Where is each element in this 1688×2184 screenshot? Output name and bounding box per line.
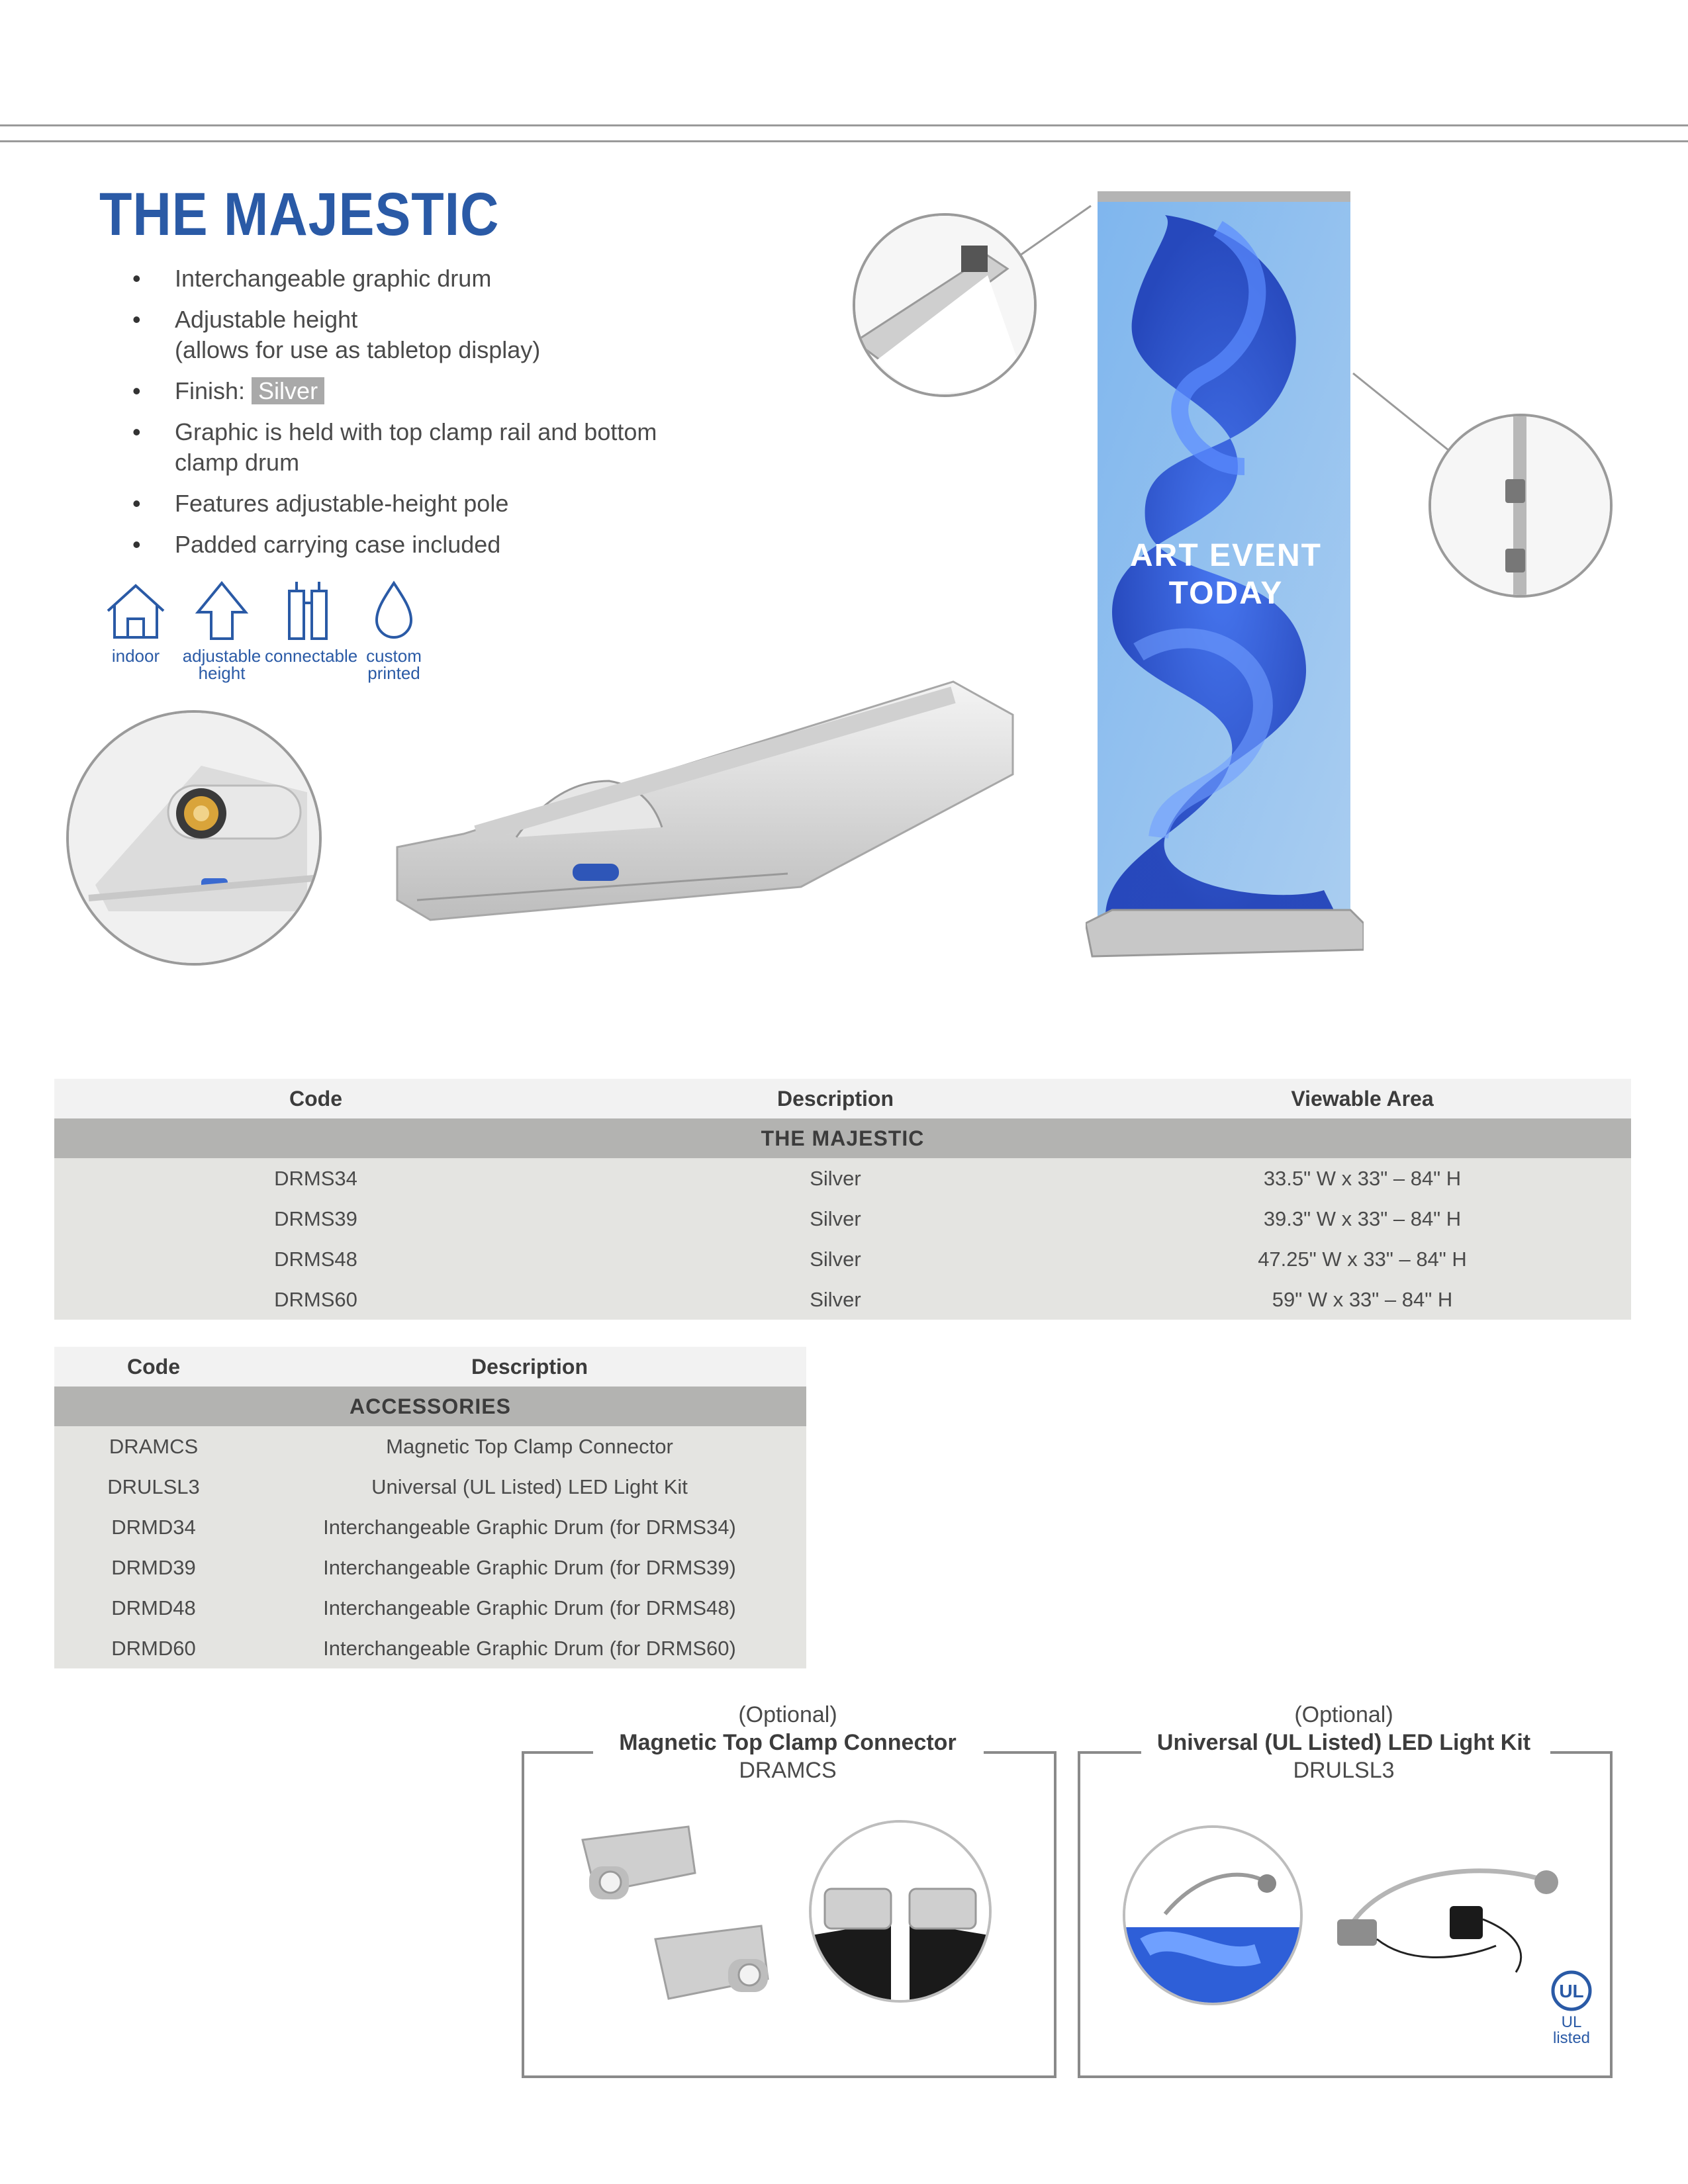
banner-text-line1: ART EVENT — [1129, 538, 1323, 573]
table-section-row — [54, 1387, 806, 1426]
product-title: THE MAJESTIC — [99, 181, 500, 248]
icon-label: custom printed — [366, 646, 422, 683]
column-header-description: Description — [253, 1347, 806, 1387]
table-row — [54, 1426, 806, 1467]
banner-stand-photo — [1086, 189, 1364, 966]
optional-code: DRULSL3 — [1293, 1758, 1395, 1783]
accessories-table — [54, 1347, 806, 1668]
table-row — [54, 1239, 1631, 1279]
table-row — [54, 1507, 806, 1547]
banner-text-line2: TODAY — [1168, 576, 1284, 611]
table-row — [54, 1467, 806, 1507]
cell-description: Interchangeable Graphic Drum (for DRMS39) — [253, 1547, 806, 1588]
table-section-row — [54, 1118, 1631, 1158]
column-header-viewable-area: Viewable Area — [1094, 1079, 1631, 1118]
cell-code: DRMD34 — [54, 1507, 253, 1547]
cell-code: DRMD48 — [54, 1588, 253, 1628]
column-header-code: Code — [54, 1347, 253, 1387]
icon-label: indoor — [111, 646, 160, 666]
table-row — [54, 1279, 1631, 1320]
optional-name: Magnetic Top Clamp Connector — [619, 1730, 957, 1755]
droplet-icon — [361, 579, 427, 642]
base-photo — [391, 668, 1019, 933]
feature-list — [132, 263, 728, 570]
icon-label: adjustable height — [182, 646, 261, 683]
house-icon — [103, 579, 169, 642]
optional-label: (Optional) — [738, 1702, 837, 1727]
cell-description: Interchangeable Graphic Drum (for DRMS60) — [253, 1628, 806, 1668]
feature-item: • Finish: Silver — [132, 376, 728, 406]
leader-line — [1019, 202, 1092, 261]
table-row — [54, 1628, 806, 1668]
feature-icons — [93, 579, 437, 685]
ul-listed-label: UL listed — [1552, 2013, 1591, 2047]
icon-indoor — [93, 579, 179, 664]
cell-description: Silver — [577, 1239, 1094, 1279]
table-row — [54, 1547, 806, 1588]
cell-description: Silver — [577, 1199, 1094, 1239]
feature-item: • Adjustable height (allows for use as tabletop display) — [132, 304, 728, 365]
icon-adjustable-height — [179, 579, 265, 682]
optional-caption — [1139, 1701, 1549, 1784]
icon-connectable — [265, 579, 358, 666]
cell-viewable-area: 47.25" W x 33" – 84" H — [1094, 1239, 1631, 1279]
header-rule-bottom — [0, 140, 1688, 142]
cell-description: Silver — [577, 1158, 1094, 1199]
cell-description: Interchangeable Graphic Drum (for DRMS48) — [253, 1588, 806, 1628]
table-row — [54, 1158, 1631, 1199]
header-rule-top — [0, 124, 1688, 126]
top-rail-detail-photo — [853, 213, 1037, 397]
cell-code: DRMS39 — [54, 1199, 577, 1239]
table-header-row — [54, 1079, 1631, 1118]
cell-code: DRMD39 — [54, 1547, 253, 1588]
feature-item: • Graphic is held with top clamp rail and bottom clamp drum — [132, 417, 728, 478]
cell-code: DRMS60 — [54, 1279, 577, 1320]
clamp-connector-photo — [569, 1813, 781, 2032]
cell-viewable-area: 33.5" W x 33" – 84" H — [1094, 1158, 1631, 1199]
feature-item: • Features adjustable-height pole — [132, 488, 728, 519]
table-header-row — [54, 1347, 806, 1387]
pole-detail-photo — [1429, 414, 1613, 598]
product-table — [54, 1079, 1631, 1320]
icon-label: connectable — [265, 646, 358, 666]
leader-line — [1350, 371, 1450, 457]
feature-item: • Interchangeable graphic drum — [132, 263, 728, 294]
cell-code: DRMS48 — [54, 1239, 577, 1279]
cell-code: DRMD60 — [54, 1628, 253, 1668]
led-light-kit-photo — [1331, 1846, 1569, 1979]
section-title: THE MAJESTIC — [54, 1118, 1631, 1158]
ul-mark-text: UL — [1559, 1981, 1584, 2001]
cell-description: Interchangeable Graphic Drum (for DRMS34) — [253, 1507, 806, 1547]
cell-code: DRAMCS — [54, 1426, 253, 1467]
optional-label: (Optional) — [1294, 1702, 1393, 1727]
cell-description: Universal (UL Listed) LED Light Kit — [253, 1467, 806, 1507]
led-light-detail-photo — [1123, 1825, 1303, 2005]
cell-viewable-area: 39.3" W x 33" – 84" H — [1094, 1199, 1631, 1239]
drum-detail-photo — [66, 710, 322, 966]
cell-viewable-area: 59" W x 33" – 84" H — [1094, 1279, 1631, 1320]
column-header-code: Code — [54, 1079, 577, 1118]
up-arrow-icon — [189, 579, 255, 642]
clamp-connector-detail-photo — [809, 1820, 992, 2003]
finish-badge: Silver — [252, 377, 324, 404]
cell-code: DRULSL3 — [54, 1467, 253, 1507]
cell-code: DRMS34 — [54, 1158, 577, 1199]
icon-custom-printed — [351, 579, 437, 682]
optional-code: DRAMCS — [739, 1758, 837, 1783]
cell-description: Silver — [577, 1279, 1094, 1320]
section-title: ACCESSORIES — [54, 1387, 806, 1426]
table-row — [54, 1199, 1631, 1239]
feature-item: • Padded carrying case included — [132, 529, 728, 560]
column-header-description: Description — [577, 1079, 1094, 1118]
cell-description: Magnetic Top Clamp Connector — [253, 1426, 806, 1467]
optional-caption — [583, 1701, 993, 1784]
connectable-icon — [275, 579, 341, 642]
ul-listed-icon — [1550, 1970, 1593, 2012]
optional-name: Universal (UL Listed) LED Light Kit — [1156, 1730, 1531, 1755]
table-row — [54, 1588, 806, 1628]
